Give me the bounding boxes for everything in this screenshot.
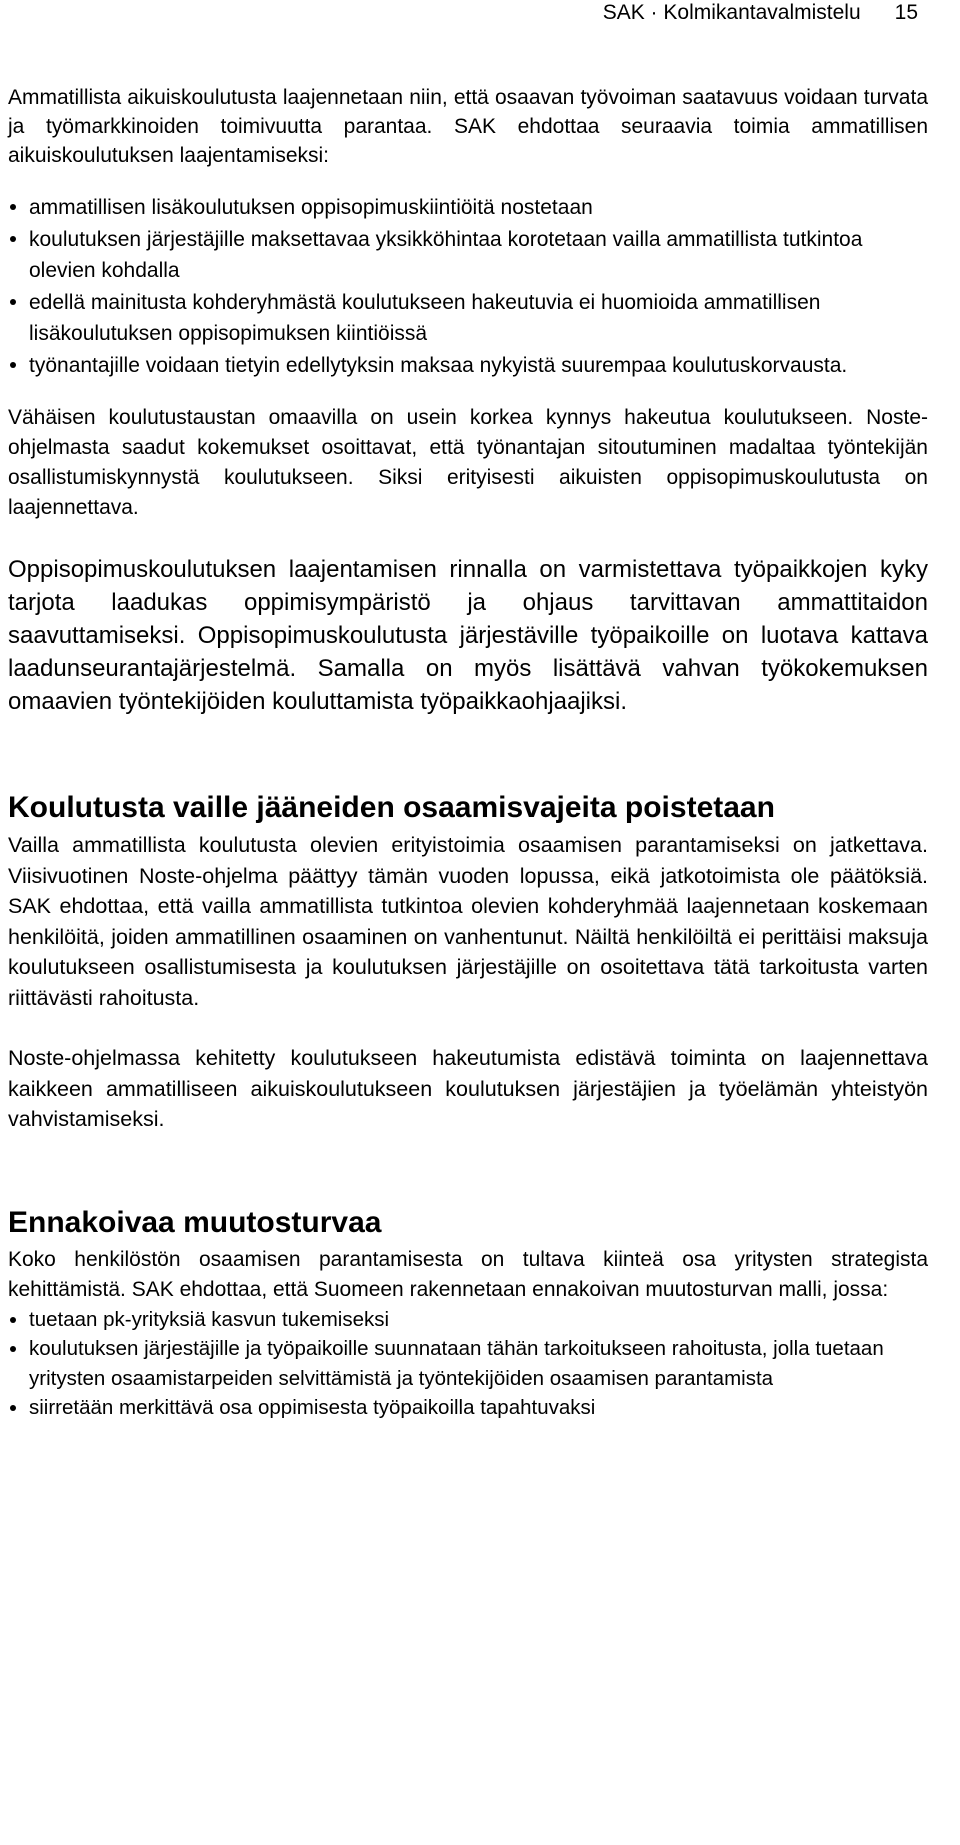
list-item: työnantajille voidaan tietyin edellytyksin maksaa nykyistä suurempaa koulutuskorvausta. <box>8 350 928 382</box>
section1-paragraph-2: Noste-ohjelmassa kehitetty koulutukseen hakeutumista edistävä toiminta on laajennettava kaikkeen ammatilliseen aikuiskoulutukseen koulutuksen järjestäjien ja työelämän yhteistyön vahvistamiseksi. <box>8 1046 928 1131</box>
list-item: edellä mainitusta kohderyhmästä koulutukseen hakeutuvia ei huomioida ammatillisen lisäkoulutuksen oppisopimuksen kiintiöissä <box>8 287 928 350</box>
list-item: tuetaan pk-yrityksiä kasvun tukemiseksi <box>8 1305 928 1335</box>
section-heading-2: Ennakoivaa muutosturvaa <box>8 1205 382 1239</box>
list-item: siirretään merkittävä osa oppimisesta työpaikoilla tapahtuvaksi <box>8 1393 928 1423</box>
intro-paragraph-2: Vähäisen koulutustaustan omaavilla on usein korkea kynnys hakeutua koulutukseen. Noste-ohjelmasta saadut kokemukset osoittavat, että työnantajan sitoutuminen madaltaa työntekijän osallistumiskynnystä koulutukseen. Siksi erityisesti aikuisten oppisopimuskoulutusta on laajennettava. <box>8 406 928 519</box>
list-item: ammatillisen lisäkoulutuksen oppisopimuskiintiöitä nostetaan <box>8 192 928 224</box>
header-title: SAK · Kolmikantavalmistelu <box>602 1 861 24</box>
list-item: koulutuksen järjestäjille ja työpaikoille suunnataan tähän tarkoitukseen rahoitusta, jolla tuetaan yritysten osaamistarpeiden selvittämistä ja työntekijöiden osaamisen parantamista <box>8 1334 928 1393</box>
section1-paragraph-1: Vailla ammatillista koulutusta olevien erityistoimia osaamisen parantamiseksi on jatkettava. Viisivuotinen Noste-ohjelma päättyy tämän vuoden lopussa, eikä jatkotoimista ole päätöksiä. SAK ehdottaa, että vailla ammatillista tutkintoa olevien kohderyhmää laajennetaan koskemaan henkilöitä, joiden ammatillinen osaaminen on vanhentunut. Näiltä henkilöiltä ei perittäisi maksuja koulutukseen osallistumisesta ja koulutuksen järjestäjille on osoitettava tätä tarkoitusta varten riittävästi rahoitusta. <box>8 833 928 1010</box>
section2-bullet-list <box>8 1305 928 1423</box>
section-heading-1: Koulutusta vaille jääneiden osaamisvajeita poistetaan <box>8 791 775 824</box>
section2-paragraph-1: Koko henkilöstön osaamisen parantamisesta on tultava kiinteä osa yritysten strategista kehittämistä. SAK ehdottaa, että Suomeen rakennetaan ennakoivan muutosturvan malli, jossa: <box>8 1247 928 1301</box>
page-number: 15 <box>894 1 918 24</box>
intro-bullet-list <box>8 192 928 381</box>
intro-paragraph-3: Oppisopimuskoulutuksen laajentamisen rinnalla on varmistettava työpaikkojen kyky tarjota laadukas oppimisympäristö ja ohjaus tarvittavan ammattitaidon saavuttamiseksi. Oppisopimuskoulutusta järjestäville työpaikoille on luotava kattava laadunseurantajärjestelmä. Samalla on myös lisättävä vahvan työkokemuksen omaavien työntekijöiden kouluttamista työpaikkaohjaajiksi. <box>8 556 928 715</box>
document-body <box>8 83 928 1423</box>
intro-paragraph: Ammatillista aikuiskoulutusta laajennetaan niin, että osaavan työvoiman saatavuus voidaan turvata ja työmarkkinoiden toimivuutta parantaa. SAK ehdottaa seuraavia toimia ammatillisen aikuiskoulutuksen laajentamiseksi: <box>8 86 928 167</box>
running-header <box>603 0 918 26</box>
list-item: koulutuksen järjestäjille maksettavaa yksikköhintaa korotetaan vailla ammatillista tutkintoa olevien kohdalla <box>8 224 928 287</box>
